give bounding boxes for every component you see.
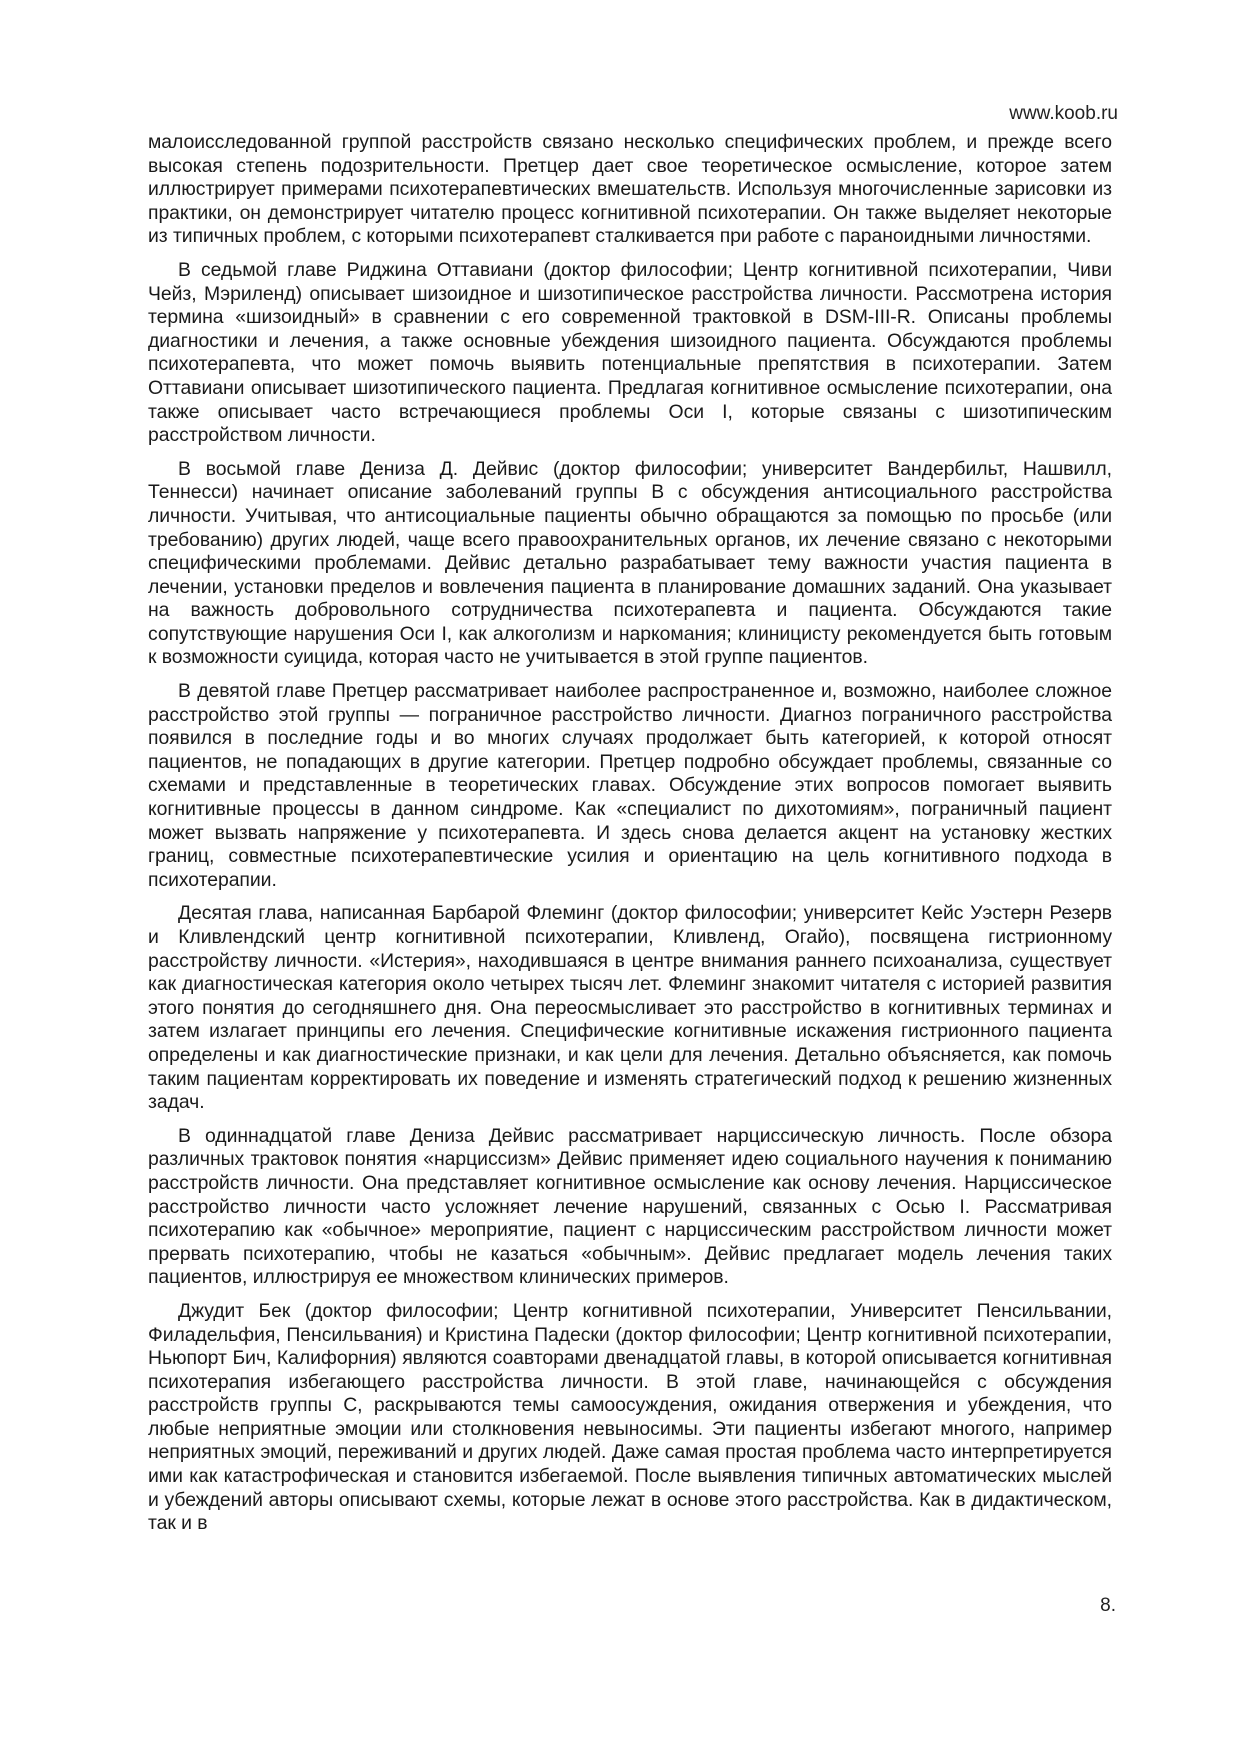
- header-url: www.koob.ru: [1009, 103, 1118, 124]
- paragraph: В восьмой главе Дениза Д. Дейвис (доктор философии; университет Вандербильт, Нашвилл, Теннесси) начинает описание заболеваний группы В с обсуждения антисоциального расстройства личности. Учитывая, что антисоциальные пациенты обычно обращаются за помощью по просьбе (или требованию) других людей, чаще всего правоохранительных органов, их лечение связано с некоторыми специфическими проблемами. Дейвис детально разрабатывает тему важности участия пациента в лечении, установки пределов и вовлечения пациента в планирование домашних заданий. Она указывает на важность добровольного сотрудничества психотерапевта и пациента. Обсуждаются такие сопутствующие нарушения Оси I, как алкоголизм и наркомания; клиницисту рекомендуется быть готовым к возможности суицида, которая часто не учитывается в этой группе пациентов.: [148, 457, 1112, 669]
- paragraph: Десятая глава, написанная Барбарой Флеминг (доктор философии; университет Кейс Уэстерн Резерв и Кливлендский центр когнитивной психотерапии, Кливленд, Огайо), посвящена гистрионному расстройству личности. «Истерия», находившаяся в центре внимания раннего психоанализа, существует как диагностическая категория около четырех тысяч лет. Флеминг знакомит читателя с историей развития этого понятия до сегодняшнего дня. Она переосмысливает это расстройство в когнитивных терминах и затем излагает принципы его лечения. Специфические когнитивные искажения гистрионного пациента определены и как диагностические признаки, и как цели для лечения. Детально объясняется, как помочь таким пациентам корректировать их поведение и изменять стратегический подход к решению жизненных задач.: [148, 902, 1112, 1114]
- page-body: [148, 131, 1112, 1546]
- page-number: 8.: [1100, 1595, 1116, 1616]
- paragraph: В одиннадцатой главе Дениза Дейвис рассматривает нарциссическую личность. После обзора различных трактовок понятия «нарциссизм» Дейвис применяет идею социального научения к пониманию расстройств личности. Она представляет когнитивное осмысление как основу лечения. Нарциссическое расстройство личности часто усложняет лечение нарушений, связанных с Осью I. Рассматривая психотерапию как «обычное» мероприятие, пациент с нарциссическим расстройством личности может прервать психотерапию, чтобы не казаться «обычным». Дейвис предлагает модель лечения таких пациентов, иллюстрируя ее множеством клинических примеров.: [148, 1124, 1112, 1289]
- paragraph: Джудит Бек (доктор философии; Центр когнитивной психотерапии, Университет Пенсильвании, Филадельфия, Пенсильвания) и Кристина Падески (доктор философии; Центр когнитивной психотерапии, Ньюпорт Бич, Калифорния) являются соавторами двенадцатой главы, в которой описывается когнитивная психотерапия избегающего расстройства личности. В этой главе, начинающейся с обсуждения расстройств группы С, раскрываются темы самоосуждения, ожидания отвержения и убеждения, что любые неприятные эмоции или столкновения невыносимы. Эти пациенты избегают многого, например неприятных эмоций, переживаний и других людей. Даже самая простая проблема часто интерпретируется ими как катастрофическая и становится избегаемой. После выявления типичных автоматических мыслей и убеждений авторы описывают схемы, которые лежат в основе этого расстройства. Как в дидактическом, так и в: [148, 1299, 1112, 1535]
- paragraph: В девятой главе Претцер рассматривает наиболее распространенное и, возможно, наиболее сложное расстройство этой группы — пограничное расстройство личности. Диагноз пограничного расстройства появился в последние годы и во многих случаях продолжает быть категорией, к которой относят пациентов, не попадающих в другие категории. Претцер подробно обсуждает проблемы, связанные со схемами и представленные в теоретических главах. Обсуждение этих вопросов помогает выявить когнитивные процессы в данном синдроме. Как «специалист по дихотомиям», пограничный пациент может вызвать напряжение у психотерапевта. И здесь снова делается акцент на установку жестких границ, совместные психотерапевтические усилия и ориентацию на цель когнитивного подхода в психотерапии.: [148, 680, 1112, 891]
- paragraph: В седьмой главе Риджина Оттавиани (доктор философии; Центр когнитивной психотерапии, Чиви Чейз, Мэриленд) описывает шизоидное и шизотипическое расстройства личности. Рассмотрена история термина «шизоидный» в сравнении с его современной трактовкой в DSM-III-R. Описаны проблемы диагностики и лечения, а также основные убеждения шизоидного пациента. Обсуждаются проблемы психотерапевта, что может помочь выявить потенциальные препятствия в психотерапии. Затем Оттавиани описывает шизотипического пациента. Предлагая когнитивное осмысление психотерапии, она также описывает часто встречающиеся проблемы Оси I, которые связаны с шизотипическим расстройством личности.: [148, 258, 1112, 447]
- paragraph: малоисследованной группой расстройств связано несколько специфических проблем, и прежде всего высокая степень подозрительности. Претцер дает свое теоретическое осмысление, которое затем иллюстрирует примерами психотерапевтических вмешательств. Используя многочисленные зарисовки из практики, он демонстрирует читателю процесс когнитивной психотерапии. Он также выделяет некоторые из типичных проблем, с которыми психотерапевт сталкивается при работе с параноидными личностями.: [148, 131, 1112, 248]
